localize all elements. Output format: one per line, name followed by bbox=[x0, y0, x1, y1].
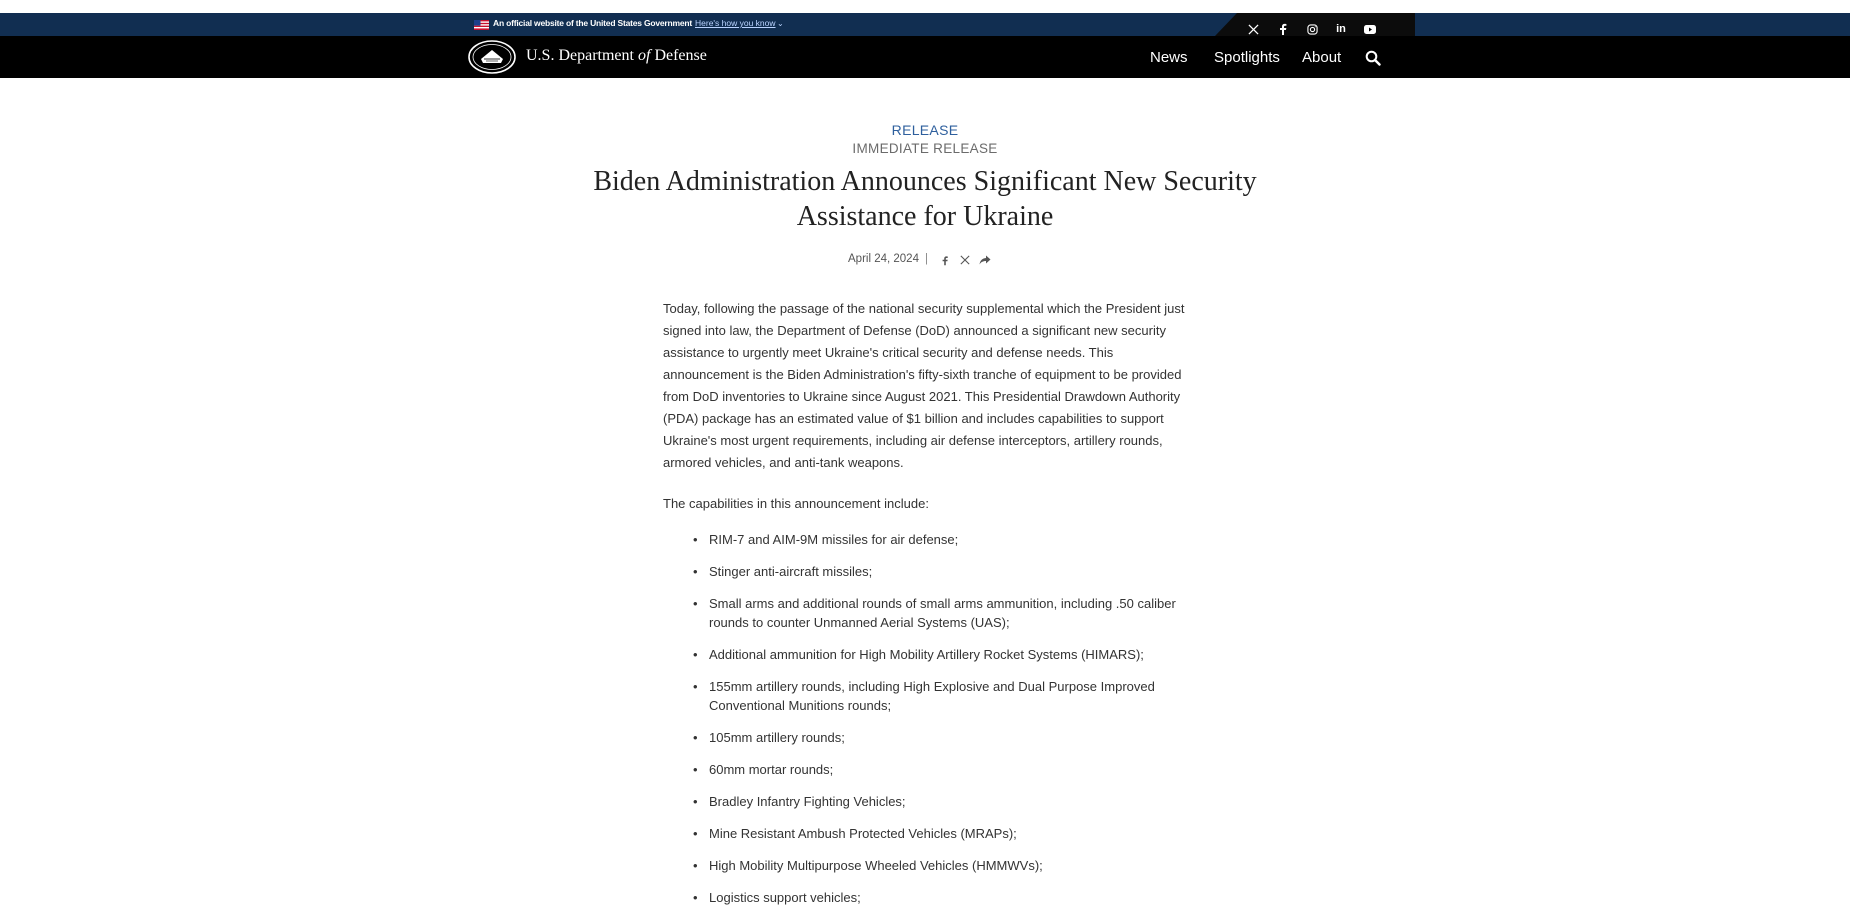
list-item: • Logistics support vehicles; bbox=[663, 888, 1183, 907]
share-facebook-icon[interactable] bbox=[938, 253, 952, 267]
youtube-icon[interactable] bbox=[1362, 22, 1378, 36]
instagram-icon[interactable] bbox=[1304, 22, 1320, 36]
official-website-text: An official website of the United States Government bbox=[493, 18, 693, 28]
list-item: • High Mobility Multipurpose Wheeled Vehicles (HMMWVs); bbox=[663, 856, 1183, 875]
search-icon[interactable] bbox=[1365, 50, 1381, 66]
main-navigation bbox=[0, 36, 1850, 78]
brand-text-of: of bbox=[637, 47, 651, 64]
list-item: • 60mm mortar rounds; bbox=[663, 760, 1183, 779]
release-kicker: RELEASE bbox=[891, 122, 959, 138]
us-flag-icon bbox=[474, 20, 489, 30]
list-item: • Additional ammunition for High Mobility Artillery Rocket Systems (HIMARS); bbox=[663, 645, 1183, 664]
heres-how-you-know-link[interactable]: Here's how you know bbox=[695, 18, 776, 28]
page-title: Biden Administration Announces Significant New Security Assistance for Ukraine bbox=[593, 166, 1257, 232]
chevron-down-icon[interactable]: ⌄ bbox=[777, 19, 784, 28]
list-item: • 105mm artillery rounds; bbox=[663, 728, 1183, 747]
article-paragraph: Today, following the passage of the national security supplemental which the President just signed into law, the Department of Defense (DoD) announced a significant new security assistance to urgently meet Ukraine's critical security and defense needs. This announcement is the Biden Administration's fifty-sixth tranche of equipment to be provided from DoD inventories to Ukraine since August 2021. This Presidential Drawdown Authority (PDA) package has an estimated value of $1 billion and includes capabilities to support Ukraine's most urgent requirements, including air defense interceptors, artillery rounds, armored vehicles, and anti-tank weapons. bbox=[663, 301, 1185, 470]
site-brand[interactable] bbox=[526, 47, 707, 65]
linkedin-icon[interactable]: in bbox=[1336, 23, 1346, 35]
capabilities-list bbox=[663, 530, 1183, 920]
article-date bbox=[848, 253, 928, 265]
list-item: • Stinger anti-aircraft missiles; bbox=[663, 562, 1183, 581]
capabilities-intro: The capabilities in this announcement include: bbox=[663, 496, 929, 511]
dod-seal-logo[interactable] bbox=[467, 40, 517, 74]
list-item: • Small arms and additional rounds of small arms ammunition, including .50 caliber rounds to counter Unmanned Aerial Systems (UAS); bbox=[663, 594, 1183, 632]
brand-text-pre: U.S. Department bbox=[526, 47, 638, 64]
brand-text-post: Defense bbox=[650, 47, 707, 64]
date-text: April 24, 2024 bbox=[848, 253, 919, 265]
nav-spotlights[interactable]: Spotlights bbox=[1214, 49, 1280, 66]
immediate-release-label: IMMEDIATE RELEASE bbox=[852, 141, 998, 156]
x-icon[interactable] bbox=[1245, 22, 1261, 36]
list-item: • Mine Resistant Ambush Protected Vehicles (MRAPs); bbox=[663, 824, 1183, 843]
share-forward-icon[interactable] bbox=[978, 253, 992, 267]
gov-banner bbox=[0, 13, 1850, 36]
facebook-icon[interactable] bbox=[1275, 22, 1291, 36]
list-item: • RIM-7 and AIM-9M missiles for air defense; bbox=[663, 530, 1183, 549]
share-x-icon[interactable] bbox=[958, 253, 972, 267]
list-item: • Bradley Infantry Fighting Vehicles; bbox=[663, 792, 1183, 811]
nav-news[interactable]: News bbox=[1150, 49, 1188, 66]
nav-about[interactable]: About bbox=[1302, 49, 1342, 66]
list-item: • 155mm artillery rounds, including High Explosive and Dual Purpose Improved Conventional Munitions rounds; bbox=[663, 677, 1183, 715]
top-strip bbox=[0, 0, 1850, 13]
date-separator: | bbox=[924, 253, 928, 265]
